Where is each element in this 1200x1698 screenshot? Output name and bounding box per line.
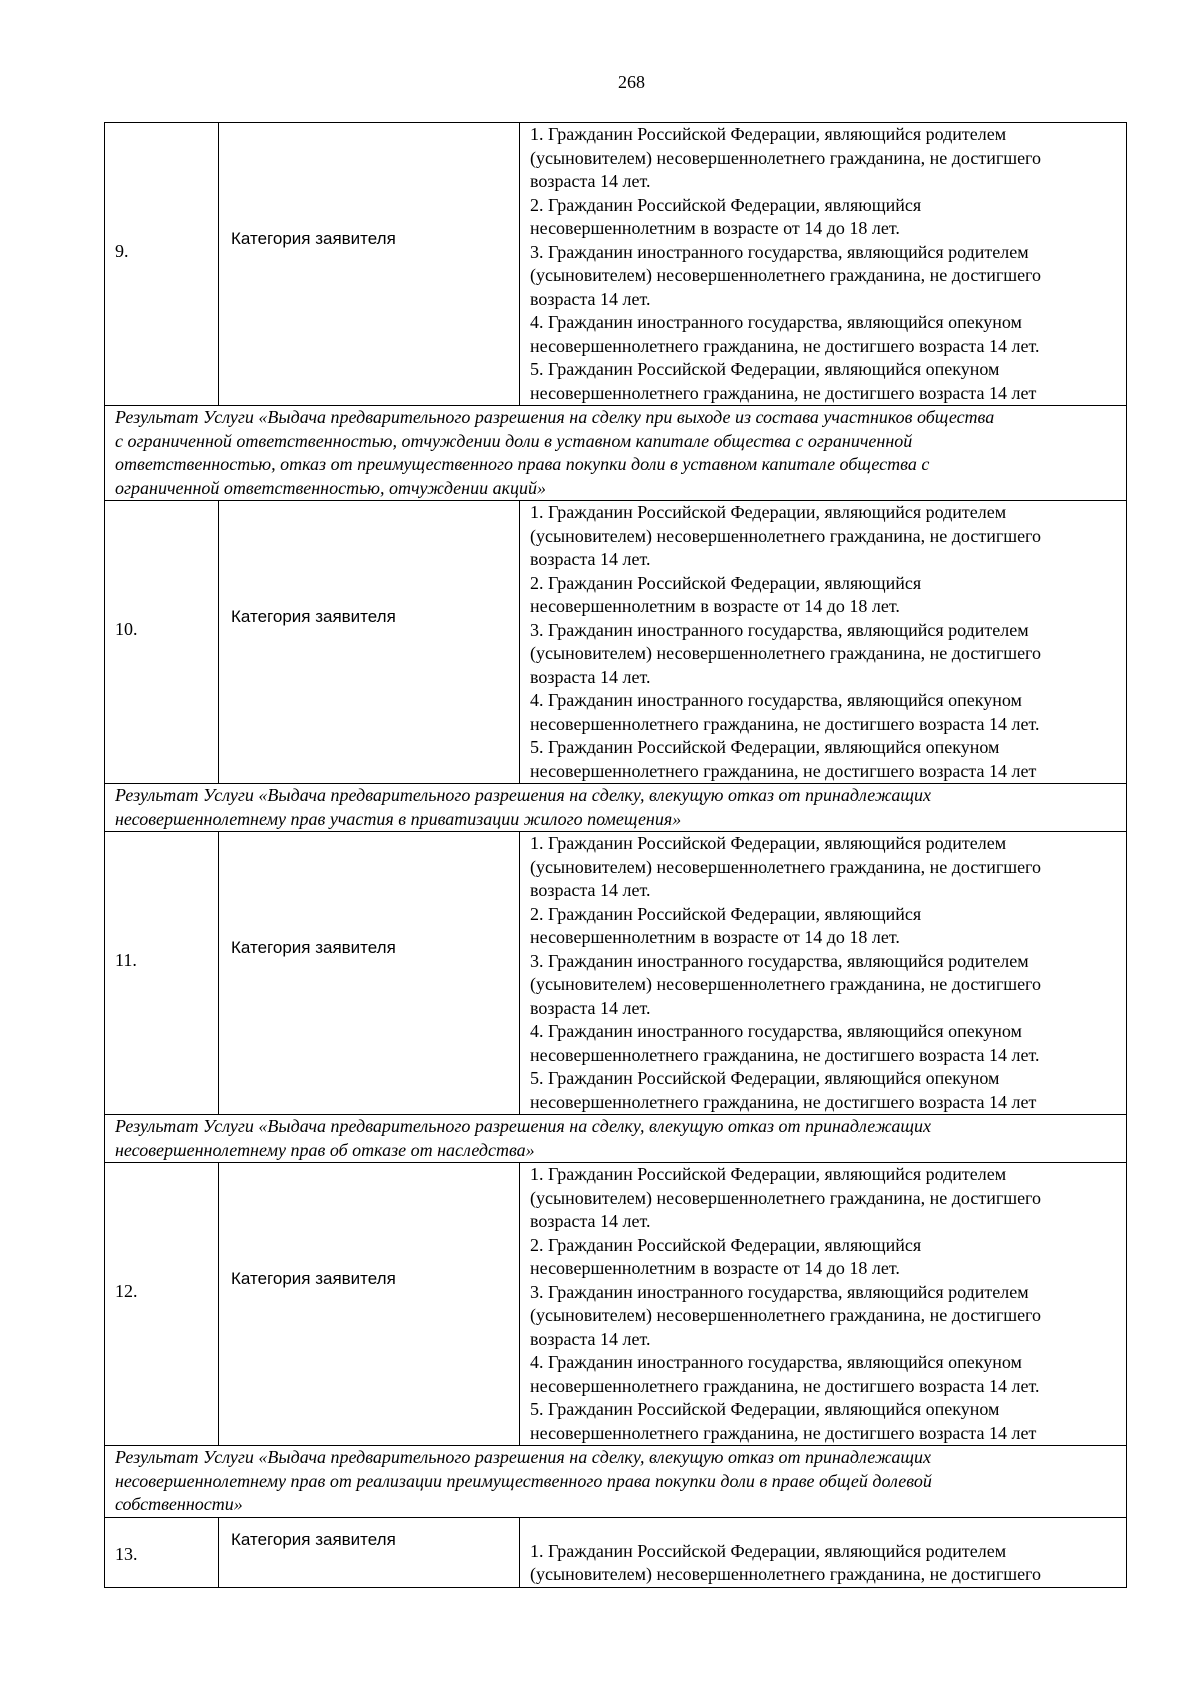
category-line: 5. Гражданин Российской Федерации, являющийся опекуном <box>530 1068 1000 1088</box>
applicant-category-list <box>520 123 1127 406</box>
category-line: (усыновителем) несовершеннолетнего гражданина, не достигшего <box>530 643 1041 663</box>
applicant-category-label: Категория заявителя <box>219 501 520 784</box>
table-row <box>105 1163 1127 1446</box>
category-line: (усыновителем) несовершеннолетнего гражданина, не достигшего <box>530 1187 1041 1208</box>
table-row <box>105 1517 1127 1587</box>
category-line: несовершеннолетнего гражданина, не достигшего возраста 14 лет. <box>530 1375 1040 1396</box>
service-result-heading <box>105 1115 1127 1163</box>
category-line: возраста 14 лет. <box>530 1328 651 1349</box>
applicant-category-list <box>520 832 1127 1115</box>
category-line: возраста 14 лет. <box>530 1211 651 1231</box>
result-row <box>105 406 1127 501</box>
category-line: возраста 14 лет. <box>530 171 651 191</box>
applicant-category-label: Категория заявителя <box>219 123 520 406</box>
category-line: 3. Гражданин иностранного государства, являющийся родителем <box>530 950 1029 971</box>
result-row <box>105 784 1127 832</box>
category-line: несовершеннолетнего гражданина, не достигшего возраста 14 лет. <box>530 335 1040 356</box>
category-line: 1. Гражданин Российской Федерации, являющийся родителем <box>530 124 1007 144</box>
category-line: (усыновителем) несовершеннолетнего гражданина, не достигшего <box>530 525 1041 546</box>
category-line: 2. Гражданин Российской Федерации, являющийся <box>530 194 922 215</box>
row-number: 9. <box>105 123 219 406</box>
category-line: несовершеннолетнего гражданина, не достигшего возраста 14 лет <box>530 1422 1037 1443</box>
category-line: (усыновителем) несовершеннолетнего гражданина, не достигшего <box>530 974 1041 994</box>
result-line: Результат Услуги «Выдача предварительного разрешения на сделку при выходе из состава участников общества <box>115 407 995 427</box>
category-line: возраста 14 лет. <box>530 288 651 309</box>
category-line: 2. Гражданин Российской Федерации, являющийся <box>530 1234 922 1255</box>
applicant-category-label: Категория заявителя <box>219 1163 520 1446</box>
applicant-category-label: Категория заявителя <box>219 1517 520 1587</box>
result-line: Результат Услуги «Выдача предварительного разрешения на сделку, влекущую отказ от принадлежащих <box>115 785 931 805</box>
category-line: (усыновителем) несовершеннолетнего гражданина, не достигшего <box>530 147 1041 168</box>
category-line: 1. Гражданин Российской Федерации, являющийся родителем <box>530 1540 1007 1561</box>
category-line: несовершеннолетним в возрасте от 14 до 18 лет. <box>530 1258 900 1278</box>
service-result-heading <box>105 406 1127 501</box>
applicant-category-list <box>520 501 1127 784</box>
table-row <box>105 832 1127 1115</box>
category-line: (усыновителем) несовершеннолетнего гражданина, не достигшего <box>530 1305 1041 1325</box>
category-line: (усыновителем) несовершеннолетнего гражданина, не достигшего <box>530 265 1041 285</box>
result-row <box>105 1115 1127 1163</box>
category-line: 1. Гражданин Российской Федерации, являющийся родителем <box>530 833 1007 853</box>
category-line: 3. Гражданин иностранного государства, являющийся родителем <box>530 1281 1029 1302</box>
category-line: 1. Гражданин Российской Федерации, являющийся родителем <box>530 502 1007 522</box>
result-line: несовершеннолетнему прав об отказе от наследства» <box>115 1139 535 1160</box>
category-line: 5. Гражданин Российской Федерации, являющийся опекуном <box>530 737 1000 757</box>
result-line: с ограниченной ответственностью, отчуждении доли в уставном капитале общества с ограниченной <box>115 430 913 451</box>
category-line: несовершеннолетнего гражданина, не достигшего возраста 14 лет. <box>530 1044 1040 1065</box>
row-number: 10. <box>105 501 219 784</box>
row-number: 13. <box>105 1517 219 1587</box>
result-line: Результат Услуги «Выдача предварительного разрешения на сделку, влекущую отказ от принадлежащих <box>115 1447 931 1467</box>
result-line: ответственностью, отказ от преимущественного права покупки доли в уставном капитале общества с <box>115 454 930 474</box>
category-line: возраста 14 лет. <box>530 549 651 569</box>
applicant-category-label: Категория заявителя <box>219 832 520 1115</box>
category-line: несовершеннолетним в возрасте от 14 до 18 лет. <box>530 218 900 238</box>
result-line: ограниченной ответственностью, отчуждении акций» <box>115 477 547 498</box>
category-line: 3. Гражданин иностранного государства, являющийся родителем <box>530 241 1029 262</box>
category-line: 5. Гражданин Российской Федерации, являющийся опекуном <box>530 1399 1000 1419</box>
table-row <box>105 123 1127 406</box>
category-line: возраста 14 лет. <box>530 666 651 687</box>
category-line: (усыновителем) несовершеннолетнего гражданина, не достигшего <box>530 1564 1041 1584</box>
category-line: возраста 14 лет. <box>530 880 651 900</box>
applicant-category-list <box>520 1163 1127 1446</box>
service-result-heading <box>105 1446 1127 1518</box>
row-number: 12. <box>105 1163 219 1446</box>
category-line: несовершеннолетнего гражданина, не достигшего возраста 14 лет <box>530 1091 1037 1112</box>
table-row <box>105 501 1127 784</box>
category-line: 5. Гражданин Российской Федерации, являющийся опекуном <box>530 359 1000 379</box>
category-line: 4. Гражданин иностранного государства, являющийся опекуном <box>530 1352 1022 1372</box>
category-line: 2. Гражданин Российской Федерации, являющийся <box>530 572 922 593</box>
category-line: несовершеннолетнего гражданина, не достигшего возраста 14 лет. <box>530 713 1040 734</box>
category-line: 3. Гражданин иностранного государства, являющийся родителем <box>530 619 1029 640</box>
category-line: 4. Гражданин иностранного государства, являющийся опекуном <box>530 690 1022 710</box>
result-line: Результат Услуги «Выдача предварительного разрешения на сделку, влекущую отказ от принадлежащих <box>115 1116 931 1136</box>
result-line: несовершеннолетнему прав участия в приватизации жилого помещения» <box>115 808 682 829</box>
row-number: 11. <box>105 832 219 1115</box>
category-line: несовершеннолетнего гражданина, не достигшего возраста 14 лет <box>530 382 1037 403</box>
result-line: собственности» <box>115 1494 243 1514</box>
category-line: несовершеннолетним в возрасте от 14 до 18 лет. <box>530 927 900 947</box>
category-line: несовершеннолетним в возрасте от 14 до 18 лет. <box>530 596 900 616</box>
page-number: 268 <box>618 72 645 92</box>
services-table <box>104 122 1127 1588</box>
category-line: 2. Гражданин Российской Федерации, являющийся <box>530 903 922 924</box>
category-line: 4. Гражданин иностранного государства, являющийся опекуном <box>530 312 1022 332</box>
result-row <box>105 1446 1127 1518</box>
category-line: несовершеннолетнего гражданина, не достигшего возраста 14 лет <box>530 760 1037 781</box>
result-line: несовершеннолетнему прав от реализации преимущественного права покупки доли в праве общей долевой <box>115 1470 932 1491</box>
table-body <box>105 123 1127 1588</box>
service-result-heading <box>105 784 1127 832</box>
category-line: (усыновителем) несовершеннолетнего гражданина, не достигшего <box>530 856 1041 877</box>
category-line: 1. Гражданин Российской Федерации, являющийся родителем <box>530 1164 1007 1184</box>
applicant-category-list <box>520 1517 1127 1587</box>
category-line: возраста 14 лет. <box>530 997 651 1018</box>
category-line: 4. Гражданин иностранного государства, являющийся опекуном <box>530 1021 1022 1041</box>
